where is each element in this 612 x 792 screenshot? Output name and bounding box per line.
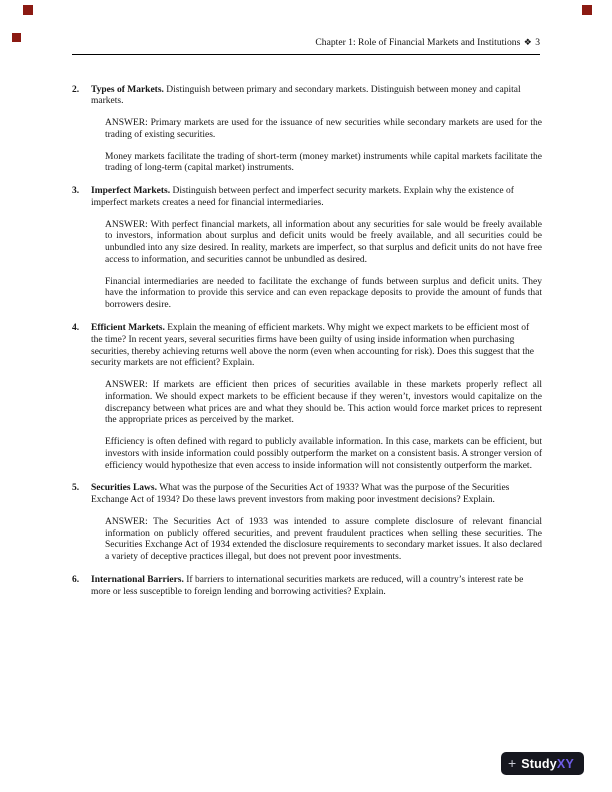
item-question — [91, 85, 542, 109]
item-body — [91, 85, 542, 186]
item-title: Efficient Markets. — [91, 322, 165, 333]
answer-paragraph: Efficiency is often defined with regard to publicly available information. In this case, markets can be efficient, but investors with inside information could possibly outperform the market on a consistent basis. A stronger version of efficiency would hypothesize that even access to inside information will not consistently outperform the market. — [105, 437, 542, 471]
item-question-text: Distinguish between primary and secondary markets. Distinguish between money and capital markets. — [91, 84, 521, 107]
page-number: 3 — [535, 37, 540, 48]
item-number: 6. — [72, 575, 80, 585]
item-number: 5. — [72, 483, 80, 494]
list-item — [72, 483, 542, 574]
list-item — [72, 575, 542, 609]
logo-text-study: Study — [521, 756, 557, 771]
list-item — [72, 85, 542, 186]
logo-text-xy: XY — [556, 756, 574, 771]
logo-text — [521, 755, 574, 773]
watermark-square-top-left — [23, 5, 33, 15]
item-title: Imperfect Markets. — [91, 186, 171, 197]
item-question — [91, 186, 542, 210]
plus-icon: + — [508, 755, 517, 771]
item-question-text: What was the purpose of the Securities Act of 1933? What was the purpose of the Securities Exchange Act of 1934? Do these laws prevent investors from making poor investment decisions? Explain. — [91, 483, 510, 506]
list-item — [72, 323, 542, 482]
item-number: 3. — [72, 186, 80, 197]
page-header — [0, 0, 612, 49]
diamond-dingbat-icon: ❖ — [523, 37, 532, 47]
watermark-square-left — [12, 33, 21, 42]
answer-paragraph: ANSWER: The Securities Act of 1933 was intended to assure complete disclosure of relevant financial information on publicly offered securities, and prevent fraudulent practices when selling these securities. The Securities Exchange Act of 1934 extended the disclosure requirements to secondary market issues. It also declared a variety of deceptive practices illegal, but does not prevent poor investments. — [105, 516, 542, 563]
list-item — [72, 186, 542, 322]
item-question — [91, 323, 542, 370]
item-title: Types of Markets. — [91, 84, 164, 95]
item-number: 4. — [72, 322, 80, 333]
answer-paragraph: Financial intermediaries are needed to facilitate the exchange of funds between surplus and deficit units. They have the information to provide this service and can even repackage deposits to provide the amount of funds that borrowers desire. — [105, 276, 542, 311]
answer-paragraph: ANSWER: Primary markets are used for the issuance of new securities while secondary markets are used for the trading of existing securities. — [105, 118, 542, 140]
item-question-text: Explain the meaning of efficient markets. Why might we expect markets to be efficient most of the time? In recent years, several securities firms have been guilty of using inside information when purchasing securities, thereby achieving returns well above the norm (even when accounting for risk). Does this suggest that the security markets are not efficient? Explain. — [91, 322, 534, 369]
answer-paragraph: ANSWER: With perfect financial markets, all information about any securities for sale would be freely available to investors, information about surplus and deficit units would be freely available, and all securities could be unbundled into any size desired. In reality, markets are imperfect, so that surplus and deficit units do not have free access to information, and securities cannot be unbundled as desired. — [105, 219, 542, 265]
item-number: 2. — [72, 84, 80, 95]
item-question-text: If barriers to international securities markets are reduced, will a country’s interest rate be more or less susceptible to foreign lending and borrowing activities? Explain. — [91, 575, 524, 597]
item-body — [91, 186, 542, 322]
item-question-text: Distinguish between perfect and imperfect security markets. Explain why the existence of imperfect markets creates a need for financial intermediaries. — [91, 186, 514, 208]
item-body — [91, 323, 542, 482]
running-head-title: Chapter 1: Role of Financial Markets and Institutions — [315, 37, 521, 48]
answer-paragraph: ANSWER: If markets are efficient then prices of securities available in these markets properly reflect all information. We should expect markets to be efficient because if they weren’t, investors would capitalize on the discrepancy between what prices are and what they should be. This action would force market prices to represent the appropriate prices as perceived by the market. — [105, 380, 542, 426]
item-body — [91, 575, 542, 609]
item-title: Securities Laws. — [91, 483, 157, 494]
item-question — [91, 483, 542, 507]
page-body — [0, 55, 612, 609]
item-body — [91, 483, 542, 574]
item-question — [91, 575, 542, 599]
watermark-square-top-right — [582, 5, 592, 15]
answer-paragraph: Money markets facilitate the trading of short-term (money market) instruments while capital markets facilitate the trading of long-term (capital market) instruments. — [105, 151, 542, 174]
item-title: International Barriers. — [91, 575, 184, 585]
studyxy-logo — [501, 752, 584, 775]
